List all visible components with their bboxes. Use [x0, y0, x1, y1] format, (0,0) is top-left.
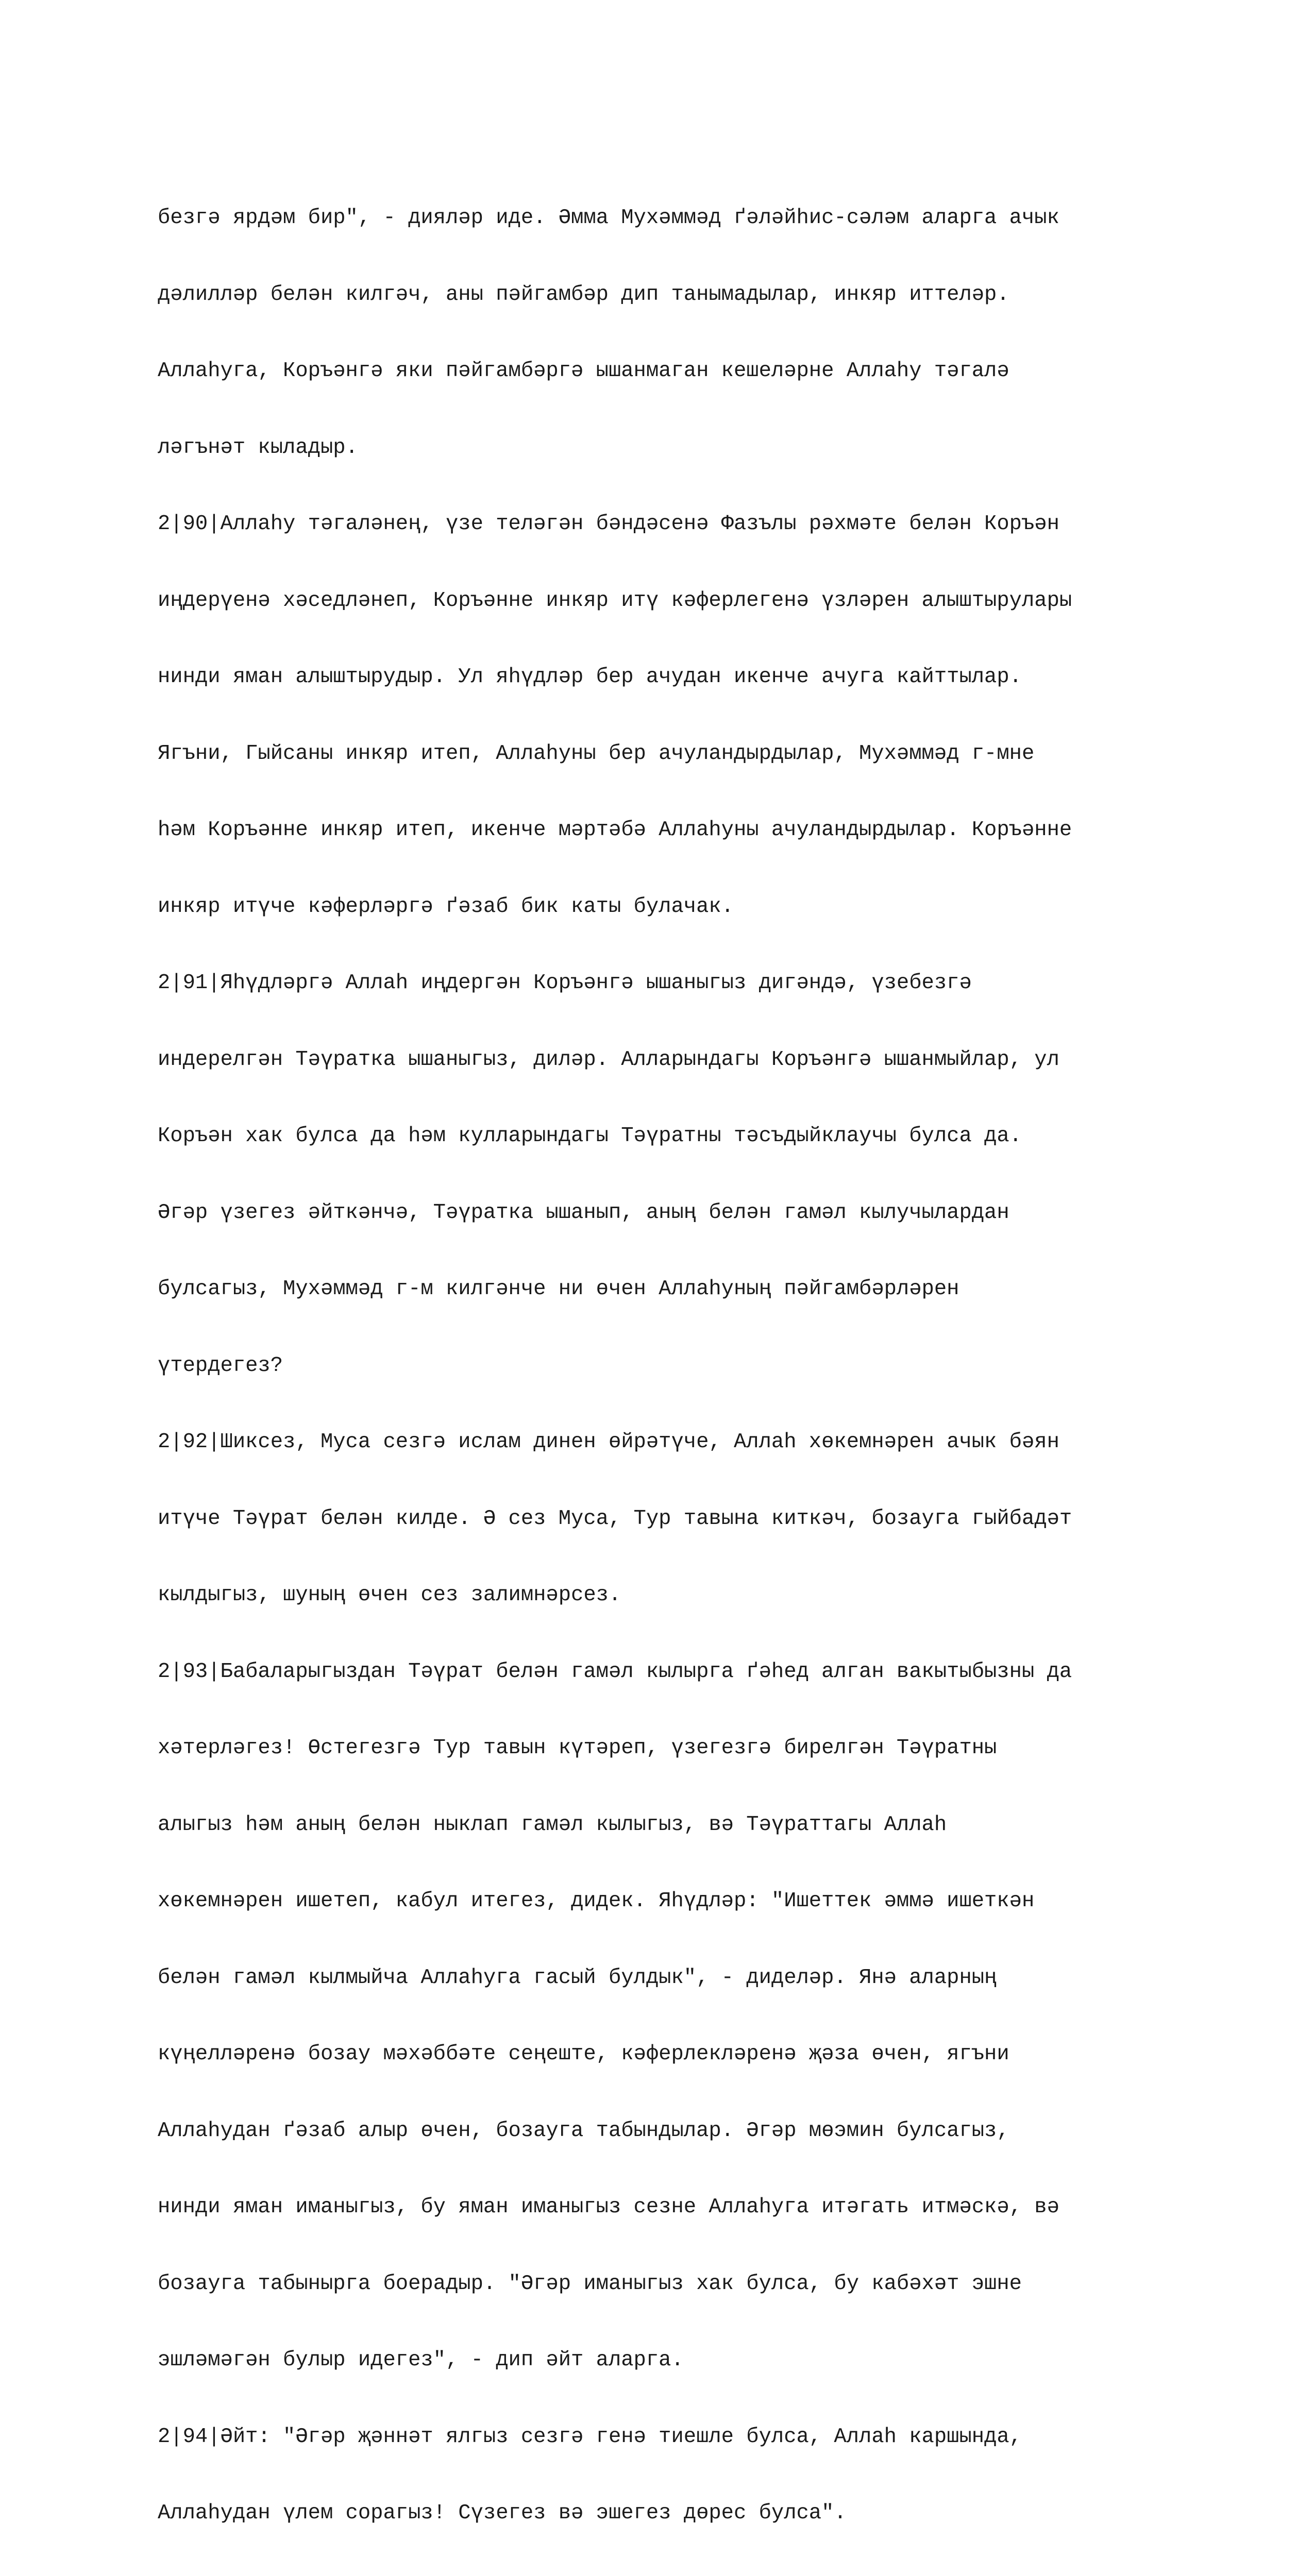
- text-line: бозауга табынырга боерадыр. "Әгәр иманыгыз хак булса, бу кабәхәт эшне: [158, 2272, 1022, 2296]
- text-line: хөкемнәрен ишетеп, кабул итегез, дидек. Яһүдләр: "Ишеттек әммә ишеткән: [158, 1889, 1035, 1913]
- text-line: Аллаһуга, Коръәнгә яки пәйгамбәргә ышанмаган кешеләрне Аллаһу тәгалә: [158, 359, 1009, 383]
- text-line: нинди яман иманыгыз, бу яман иманыгыз сезне Аллаһуга итәгать итмәскә, вә: [158, 2195, 1059, 2219]
- text-line: булсагыз, Мухәммәд г-м килгәнче ни өчен Аллаһуның пәйгамбәрләрен: [158, 1277, 959, 1301]
- text-line: Коръән хак булса да һәм кулларындагы Тәүратны тәсъдыйклаучы булса да.: [158, 1124, 1022, 1148]
- text-line: 2|94|Әйт: "Әгәр җәннәт ялгыз сезгә генә тиешле булса, Аллаһ каршында,: [158, 2425, 1022, 2449]
- text-line: 2|90|Аллаһу тәгаләнең, үзе теләгән бәндәсенә Фазълы рәхмәте белән Коръән: [158, 512, 1059, 536]
- text-line: алыгыз һәм аның белән ныклап гамәл кылыгыз, вә Тәүраттагы Аллаһ: [158, 1812, 947, 1837]
- text-line: безгә ярдәм бир", - дияләр иде. Әмма Мухәммәд ґәләйһис-сәләм аларга ачык: [158, 206, 1059, 230]
- text-line: хәтерләгез! Өстегезгә Тур тавын күтәреп, үзегезгә бирелгән Тәүратны: [158, 1736, 997, 1760]
- text-line: эшләмәгән булыр идегез", - дип әйт аларга.: [158, 2348, 684, 2372]
- text-line: кылдыгыз, шуның өчен сез залимнәрсез.: [158, 1583, 621, 1607]
- text-line: Ягъни, Гыйсаны инкяр итеп, Аллаһуны бер ачуландырдылар, Мухәммәд г-мне: [158, 741, 1035, 766]
- text-line: иңдерүенә хәседләнеп, Коръәнне инкяр итү кәферлегенә үзләрен алыштырулары: [158, 588, 1072, 613]
- text-line: һәм Коръәнне инкяр итеп, икенче мәртәбә Аллаһуны ачуландырдылар. Коръәнне: [158, 818, 1072, 842]
- text-line: инкяр итүче кәферләргә ґәзаб бик каты булачак.: [158, 894, 734, 919]
- text-line: Аллаһудан ґәзаб алыр өчен, бозауга табындылар. Әгәр мөэмин булсагыз,: [158, 2119, 1009, 2143]
- text-line: Әгәр үзегез әйткәнчә, Тәүратка ышанып, аның белән гамәл кылучылардан: [158, 1200, 1009, 1225]
- text-line: 2|92|Шиксез, Муса сезгә ислам динен өйрәтүче, Аллаһ хөкемнәрен ачык бәян: [158, 1430, 1059, 1454]
- text-line: белән гамәл кылмыйча Аллаһуга гасый булдык", - диделәр. Янә аларның: [158, 1965, 997, 1990]
- text-line: индерелгән Тәүратка ышаныгыз, диләр. Алларындагы Коръәнгә ышанмыйлар, ул: [158, 1047, 1059, 1072]
- text-line: 2|91|Яһүдләргә Аллаһ иңдергән Коръәнгә ышаныгыз дигәндә, үзебезгә: [158, 971, 972, 995]
- text-line: күңелләренә бозау мәхәббәте сеңеште, кәферлекләренә җәза өчен, ягъни: [158, 2042, 1009, 2066]
- text-line: нинди яман алыштырудыр. Ул яһүдләр бер ачудан икенче ачуга кайттылар.: [158, 665, 1022, 689]
- text-line: үтердегез?: [158, 1353, 283, 1378]
- document-body: [158, 155, 1168, 2576]
- text-line: ләгънәт кыладыр.: [158, 435, 358, 460]
- text-line: Аллаһудан үлем сорагыз! Сүзегез вә эшегез дөрес булса".: [158, 2501, 847, 2525]
- text-line: итүче Тәүрат белән килде. Ә сез Муса, Тур тавына киткәч, бозауга гыйбадәт: [158, 1506, 1072, 1531]
- text-line: 2|93|Бабаларыгыздан Тәүрат белән гамәл кылырга ґәһед алган вакытыбызны да: [158, 1659, 1072, 1684]
- text-line: дәлилләр белән килгәч, аны пәйгамбәр дип танымадылар, инкяр иттеләр.: [158, 282, 1009, 307]
